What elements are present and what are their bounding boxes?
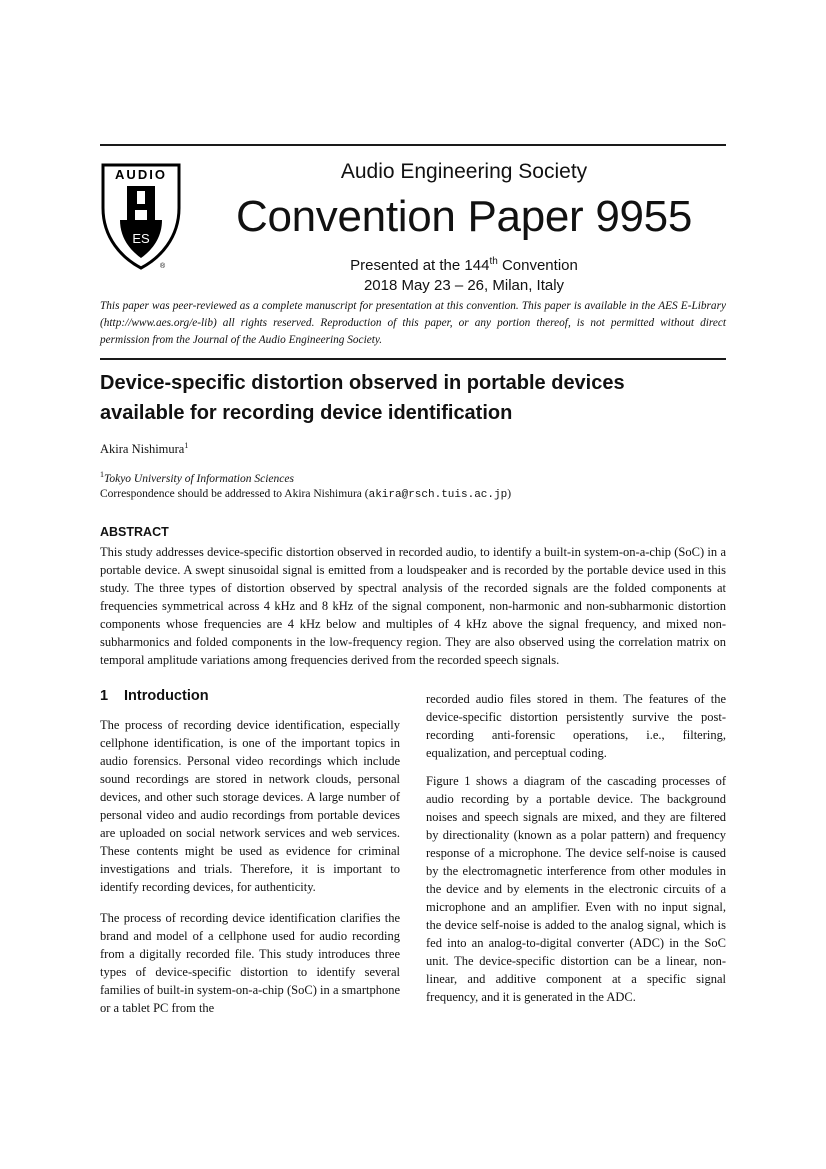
correspondence [100,488,511,501]
convention-paper-title: Convention Paper 9955 [235,192,693,241]
paper-title-line2: available for recording device identification [100,402,513,424]
peer-review-notice: This paper was peer-reviewed as a complete manuscript for presentation at this convention. This paper is available in the AES E-Library (http://www.aes.org/e-lib) all rights reserved. Reproduction of this paper, or any portion thereof, is not permitted without direct permission from the Journal of the Audio Engineering Society. [100,300,726,346]
affiliation [100,470,294,485]
affiliation-name: Tokyo University of Information Sciences [104,472,294,485]
presented-prefix: Presented at the 144 [350,257,490,274]
abstract-heading: ABSTRACT [100,525,169,539]
top-rule [100,144,726,146]
author-sup: 1 [184,441,189,450]
author [100,441,188,457]
intro-paragraph-1: The process of recording device identification, especially cellphone identification, is one of the important topics in audio forensics. Personal video recordings which include sound recordings are stored in network clouds, personal devices, and other such storage devices. A large number of personal video and audio recordings from portable devices are uploaded on social network services and web services. These contents might be used as evidence for criminal investigations and trials. Therefore, it is important to identify recording devices, for authenticity. [100,718,400,894]
society-name: Audio Engineering Society [340,160,588,183]
aes-logo [100,162,182,270]
middle-rule [100,358,726,360]
logo-registered-mark: ® [160,263,166,270]
logo-es-text: ES [132,231,150,246]
affiliation-sup: 1 [100,470,104,479]
abstract-text: This study addresses device-specific distortion observed in recorded audio, to identify a built-in system-on-a-chip (SoC) in a portable device. A swept sinusoidal signal is emitted from a loudspeaker and is recorded by the portable device used in this study. The three types of distortion observed by spectral analysis of the recorded signals are the folded components at frequencies symmetrical across 4 kHz and 8 kHz of the signal component, non-harmonic and non-subharmonic distortion components whose frequencies are 4 kHz below and multiples of 4 kHz above the signal frequency, and mixed non-subharmonics and folded components in the low-frequency region. They are also observed using the correlation matrix on temporal amplitude variations among frequencies derived from the recorded speech signals. [100,545,726,667]
section-number: 1 [100,688,109,704]
correspondence-suffix: ) [507,488,512,500]
paper-title [100,368,726,428]
author-email: akira@rsch.tuis.ac.jp [368,489,508,501]
date-location: 2018 May 23 – 26, Milan, Italy [363,277,565,294]
logo-audio-text: AUDIO [115,167,167,182]
intro-paragraph-4: Figure 1 shows a diagram of the cascading processes of audio recording by a portable device. The background noises and speech signals are mixed, and they are filtered by directionality (known as a polar pattern) and frequency response of a microphone. The device self-noise is caused by the electromagnetic interference from other modules in the device and by elements in the electronic circuits of a microphone and an amplifier. Even with no input signal, the device self-noise is added to the analog signal, which is fed into an analog-to-digital converter (ADC) in the SoC unit. The device-specific distortion can be a linear, non-linear, and additive component at a specific signal frequency, and it is generated in the ADC. [426,774,726,1004]
section-title: Introduction [124,688,209,704]
presented-suffix: Convention [497,257,578,274]
paper-title-line1: Device-specific distortion observed in portable devices [100,372,625,394]
presented-sup: th [489,256,498,267]
author-name: Akira Nishimura [100,442,185,457]
presented-at [202,252,726,296]
intro-paragraph-2: The process of recording device identification clarifies the brand and model of a cellphone used for audio recording from a digitally recorded file. This study introduces three types of device-specific distortion to identify several families of built-in system-on-a-chip (SoC) in a smartphone or a tablet PC from the [100,911,400,1015]
correspondence-prefix: Correspondence should be addressed to Akira Nishimura ( [100,488,369,500]
section-heading [100,688,209,704]
intro-paragraph-3: recorded audio files stored in them. The features of the device-specific distortion persistently survive the post-recording anti-forensic operations, i.e., filtering, equalization, and perceptual coding. [426,692,726,760]
